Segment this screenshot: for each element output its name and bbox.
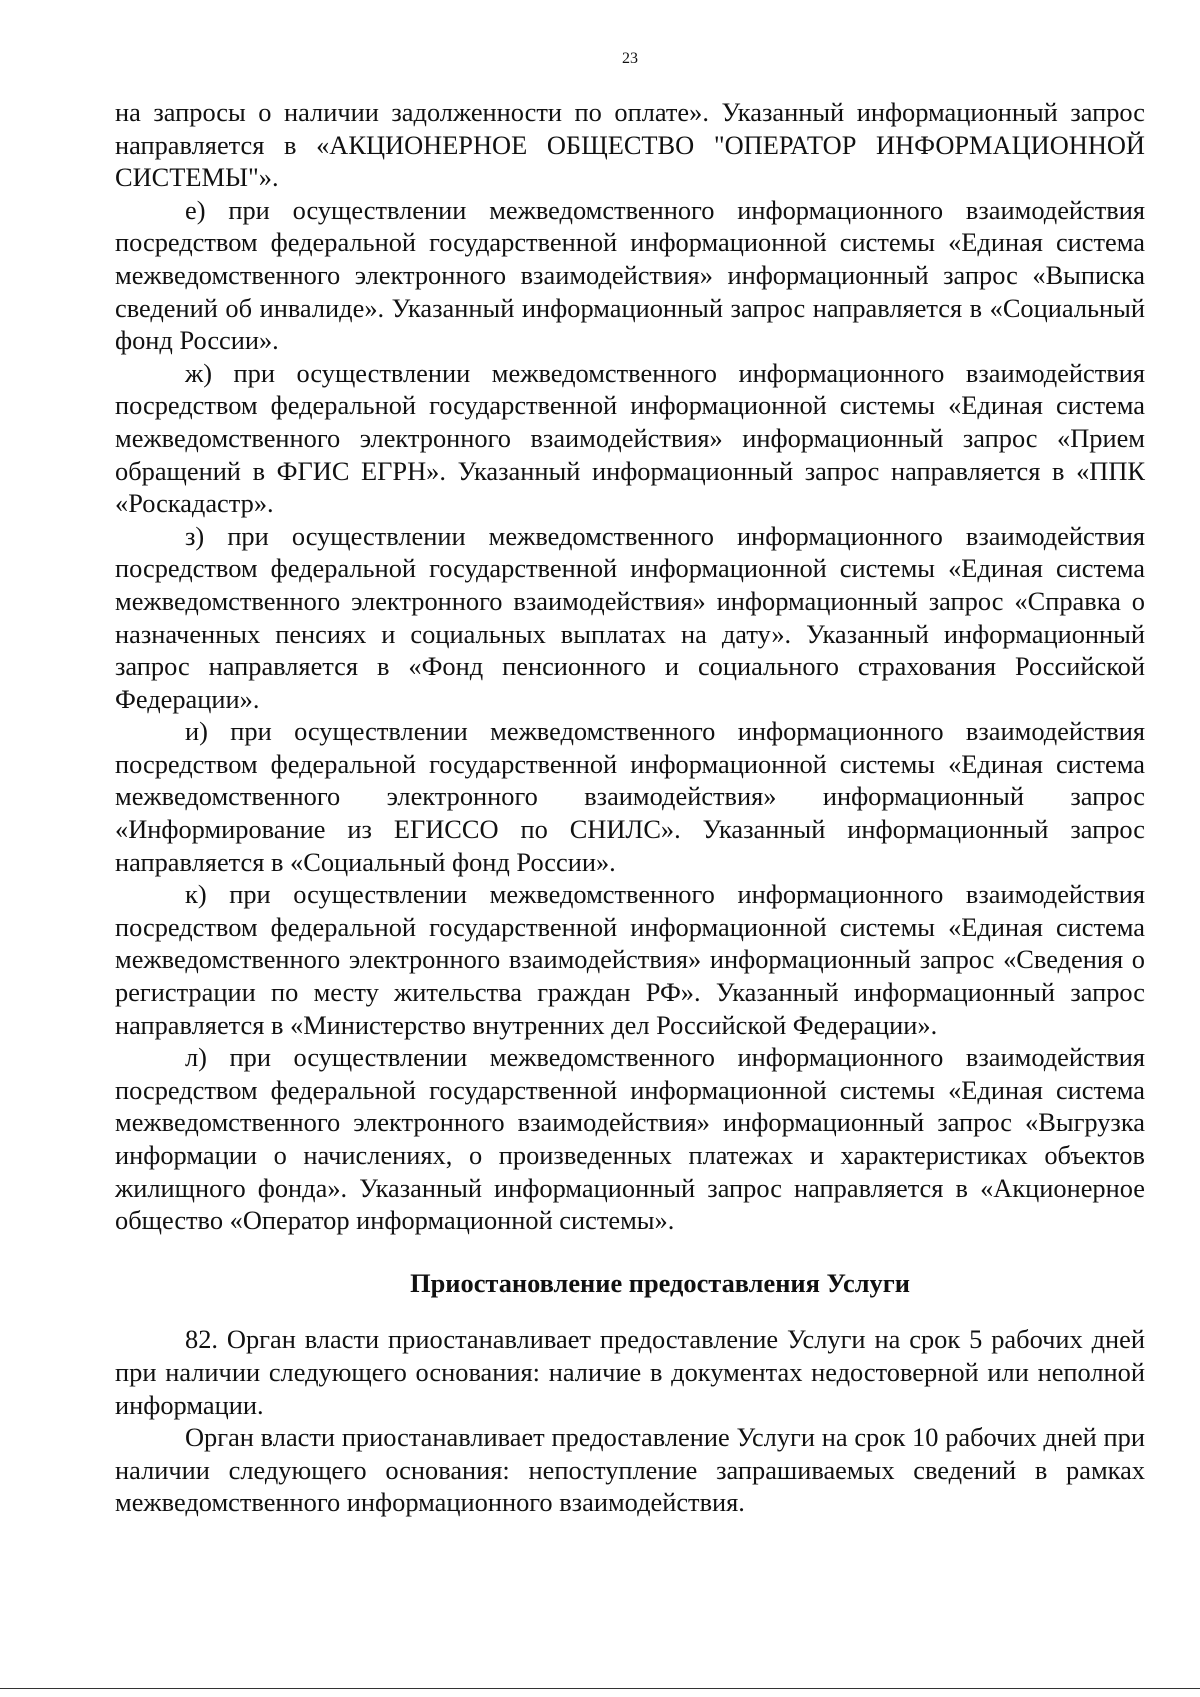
paragraph-82-second: Орган власти приостанавливает предоставление Услуги на срок 10 рабочих дней при наличии следующего основания: непоступление запрашиваемых сведений в рамках межведомственного информационного взаимодействия. bbox=[115, 1422, 1145, 1518]
paragraph-item-l: л) при осуществлении межведомственного информационного взаимодействия посредством федеральной государственной информационной системы «Единая система межведомственного электронного взаимодействия» информационный запрос «Выгрузка информации о начислениях, о произведенных платежах и характеристиках объектов жилищного фонда». Указанный информационный запрос направляется в «Акционерное общество «Оператор информационной системы». bbox=[115, 1042, 1145, 1236]
paragraph-intro: на запросы о наличии задолженности по оплате». Указанный информационный запрос направляется в «АКЦИОНЕРНОЕ ОБЩЕСТВО "ОПЕРАТОР ИНФОРМАЦИОННОЙ СИСТЕМЫ"». bbox=[115, 97, 1145, 193]
paragraph-item-zh: ж) при осуществлении межведомственного информационного взаимодействия посредством федеральной государственной информационной системы «Единая система межведомственного электронного взаимодействия» информационный запрос «Прием обращений в ФГИС ЕГРН». Указанный информационный запрос направляется в «ППК «Роскадастр». bbox=[115, 357, 1145, 519]
document-body bbox=[115, 96, 1145, 1519]
bottom-rule bbox=[0, 1688, 1200, 1689]
page-number: 23 bbox=[622, 50, 638, 67]
paragraph-item-e: е) при осуществлении межведомственного информационного взаимодействия посредством федеральной государственной информационной системы «Единая система межведомственного электронного взаимодействия» информационный запрос «Выписка сведений об инвалиде». Указанный информационный запрос направляется в «Социальный фонд России». bbox=[115, 194, 1145, 356]
paragraph-82: 82. Орган власти приостанавливает предоставление Услуги на срок 5 рабочих дней при наличии следующего основания: наличие в документах недостоверной или неполной информации. bbox=[115, 1324, 1145, 1420]
section-heading: Приостановление предоставления Услуги bbox=[410, 1267, 910, 1298]
paragraph-item-i: и) при осуществлении межведомственного информационного взаимодействия посредством федеральной государственной информационной системы «Единая система межведомственного электронного взаимодействия» информационный запрос «Информирование из ЕГИССО по СНИЛС». Указанный информационный запрос направляется в «Социальный фонд России». bbox=[115, 716, 1145, 877]
paragraph-item-z: з) при осуществлении межведомственного информационного взаимодействия посредством федеральной государственной информационной системы «Единая система межведомственного электронного взаимодействия» информационный запрос «Справка о назначенных пенсиях и социальных выплатах на дату». Указанный информационный запрос направляется в «Фонд пенсионного и социального страхования Российской Федерации». bbox=[115, 520, 1145, 714]
paragraph-item-k: к) при осуществлении межведомственного информационного взаимодействия посредством федеральной государственной информационной системы «Единая система межведомственного электронного взаимодействия» информационный запрос «Сведения о регистрации по месту жительства граждан РФ». Указанный информационный запрос направляется в «Министерство внутренних дел Российской Федерации». bbox=[115, 879, 1145, 1040]
